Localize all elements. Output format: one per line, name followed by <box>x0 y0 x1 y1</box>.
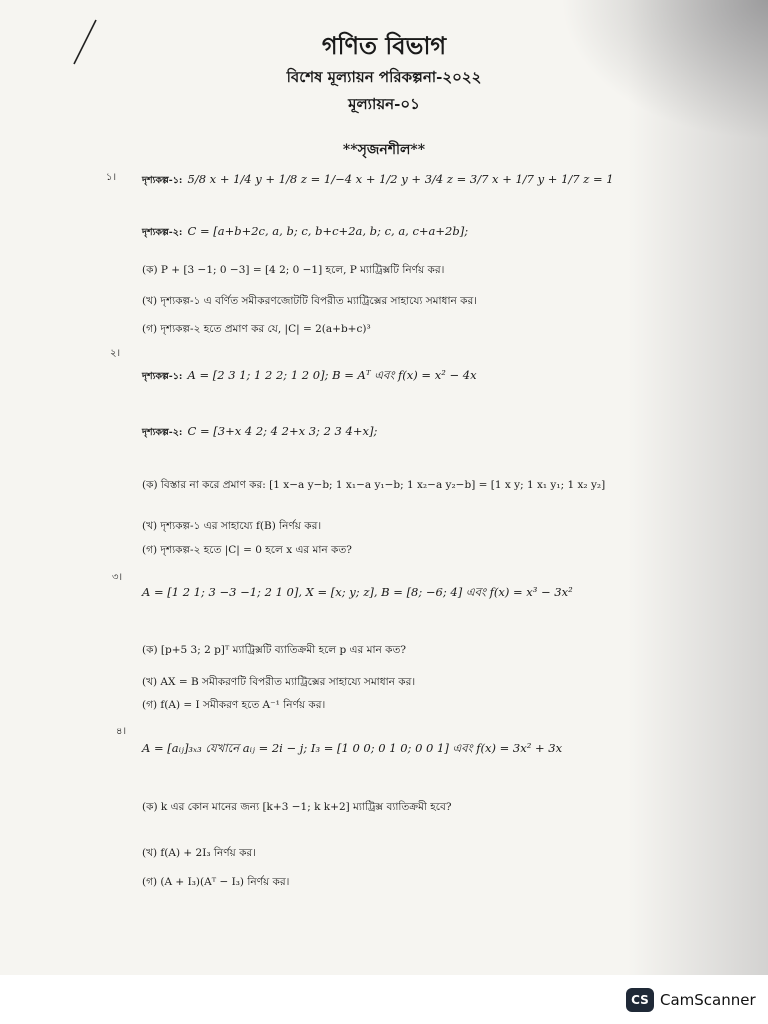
q2-part-ka: (ক) বিস্তার না করে প্রমাণ কর: [1 x−a y−b; 1 x₁−a y₁−b; 1 x₂−a y₂−b] = [1 x y; 1 x₁ y₁; 1 x₂ y₂] <box>142 479 606 491</box>
section-title: **সৃজনশীল** <box>342 142 426 158</box>
camscanner-watermark <box>626 986 756 1014</box>
question-number-3: ৩। <box>112 572 123 583</box>
question-number-2: ২। <box>110 348 121 359</box>
q4-part-ga: (গ) (A + I₃)(Aᵀ − I₃) নির্ণয় কর। <box>142 876 290 888</box>
camscanner-brand: CamScanner <box>660 991 756 1009</box>
q4-stem: A = [aᵢⱼ]₃ₓ₃ যেখানে aᵢⱼ = 2i − j; I₃ = [1 0 0; 0 1 0; 0 0 1] এবং f(x) = 3x² + 3x <box>142 741 563 755</box>
q1-scenario-2 <box>142 220 468 241</box>
q3-part-ga: (গ) f(A) = I সমীকরণ হতে A⁻¹ নির্ণয় কর। <box>142 699 326 711</box>
q3-stem: A = [1 2 1; 3 −3 −1; 2 1 0], X = [x; y; z], B = [8; −6; 4] এবং f(x) = x³ − 3x² <box>142 585 573 599</box>
q1-s2-expression: C = [a+b+2c, a, b; c, b+c+2a, b; c, a, c+a+2b]; <box>187 224 469 238</box>
q1-part-ka: (ক) P + [3 −1; 0 −3] = [4 2; 0 −1] হলে, P ম্যাট্রিক্সটি নির্ণয় কর। <box>142 264 445 276</box>
q1-s1-label: দৃশ্যকল্প-১: <box>142 175 183 186</box>
q2-part-ga: (গ) দৃশ্যকল্প-২ হতে |C| = 0 হলে x এর মান কত? <box>142 544 352 556</box>
q1-s2-label: দৃশ্যকল্প-২: <box>142 227 183 238</box>
department-title: গণিত বিভাগ <box>321 31 447 60</box>
q4-part-ka: (ক) k এর কোন মানের জন্য [k+3 −1; k k+2] ম্যাট্রিক্স ব্যাতিক্রমী হবে? <box>142 801 452 813</box>
q2-part-kha: (খ) দৃশ্যকল্প-১ এর সাহায্যে f(B) নির্ণয় কর। <box>142 520 322 532</box>
question-number-1: ১। <box>106 172 117 183</box>
q2-scenario-2 <box>142 420 377 441</box>
q1-part-kha: (খ) দৃশ্যকল্প-১ এ বর্ণিত সমীকরণজোটটি বিপরীত ম্যাট্রিক্সের সাহায্যে সমাধান কর। <box>142 295 477 307</box>
camscanner-logo-icon: CS <box>626 988 654 1012</box>
q2-s2-label: দৃশ্যকল্প-২: <box>142 427 183 438</box>
q1-part-ga: (গ) দৃশ্যকল্প-২ হতে প্রমাণ কর যে, |C| = 2(a+b+c)³ <box>142 323 371 335</box>
q3-part-ka: (ক) [p+5 3; 2 p]ᵀ ম্যাট্রিক্সটি ব্যাতিক্রমী হলে p এর মান কত? <box>142 644 406 656</box>
q2-s1-label: দৃশ্যকল্প-১: <box>142 371 183 382</box>
question-number-4: ৪। <box>116 726 127 737</box>
q1-scenario-1 <box>142 168 614 189</box>
q2-scenario-1 <box>142 364 477 386</box>
q2-s2-expression: C = [3+x 4 2; 4 2+x 3; 2 3 4+x]; <box>187 424 378 438</box>
evaluation-title: মূল্যায়ন-০১ <box>348 95 420 113</box>
plan-title: বিশেষ মূল্যায়ন পরিকল্পনা-২০২২ <box>286 68 482 86</box>
q4-part-kha: (খ) f(A) + 2I₃ নির্ণয় কর। <box>142 847 256 859</box>
q3-part-kha: (খ) AX = B সমীকরণটি বিপরীত ম্যাট্রিক্সের সাহায্যে সমাধান কর। <box>142 676 416 688</box>
q1-s1-expression: 5/8 x + 1/4 y + 1/8 z = 1/−4 x + 1/2 y + 3/4 z = 3/7 x + 1/7 y + 1/7 z = 1 <box>187 172 614 186</box>
q2-s1-expression: A = [2 3 1; 1 2 2; 1 2 0]; B = Aᵀ এবং f(x) = x² − 4x <box>187 368 477 382</box>
